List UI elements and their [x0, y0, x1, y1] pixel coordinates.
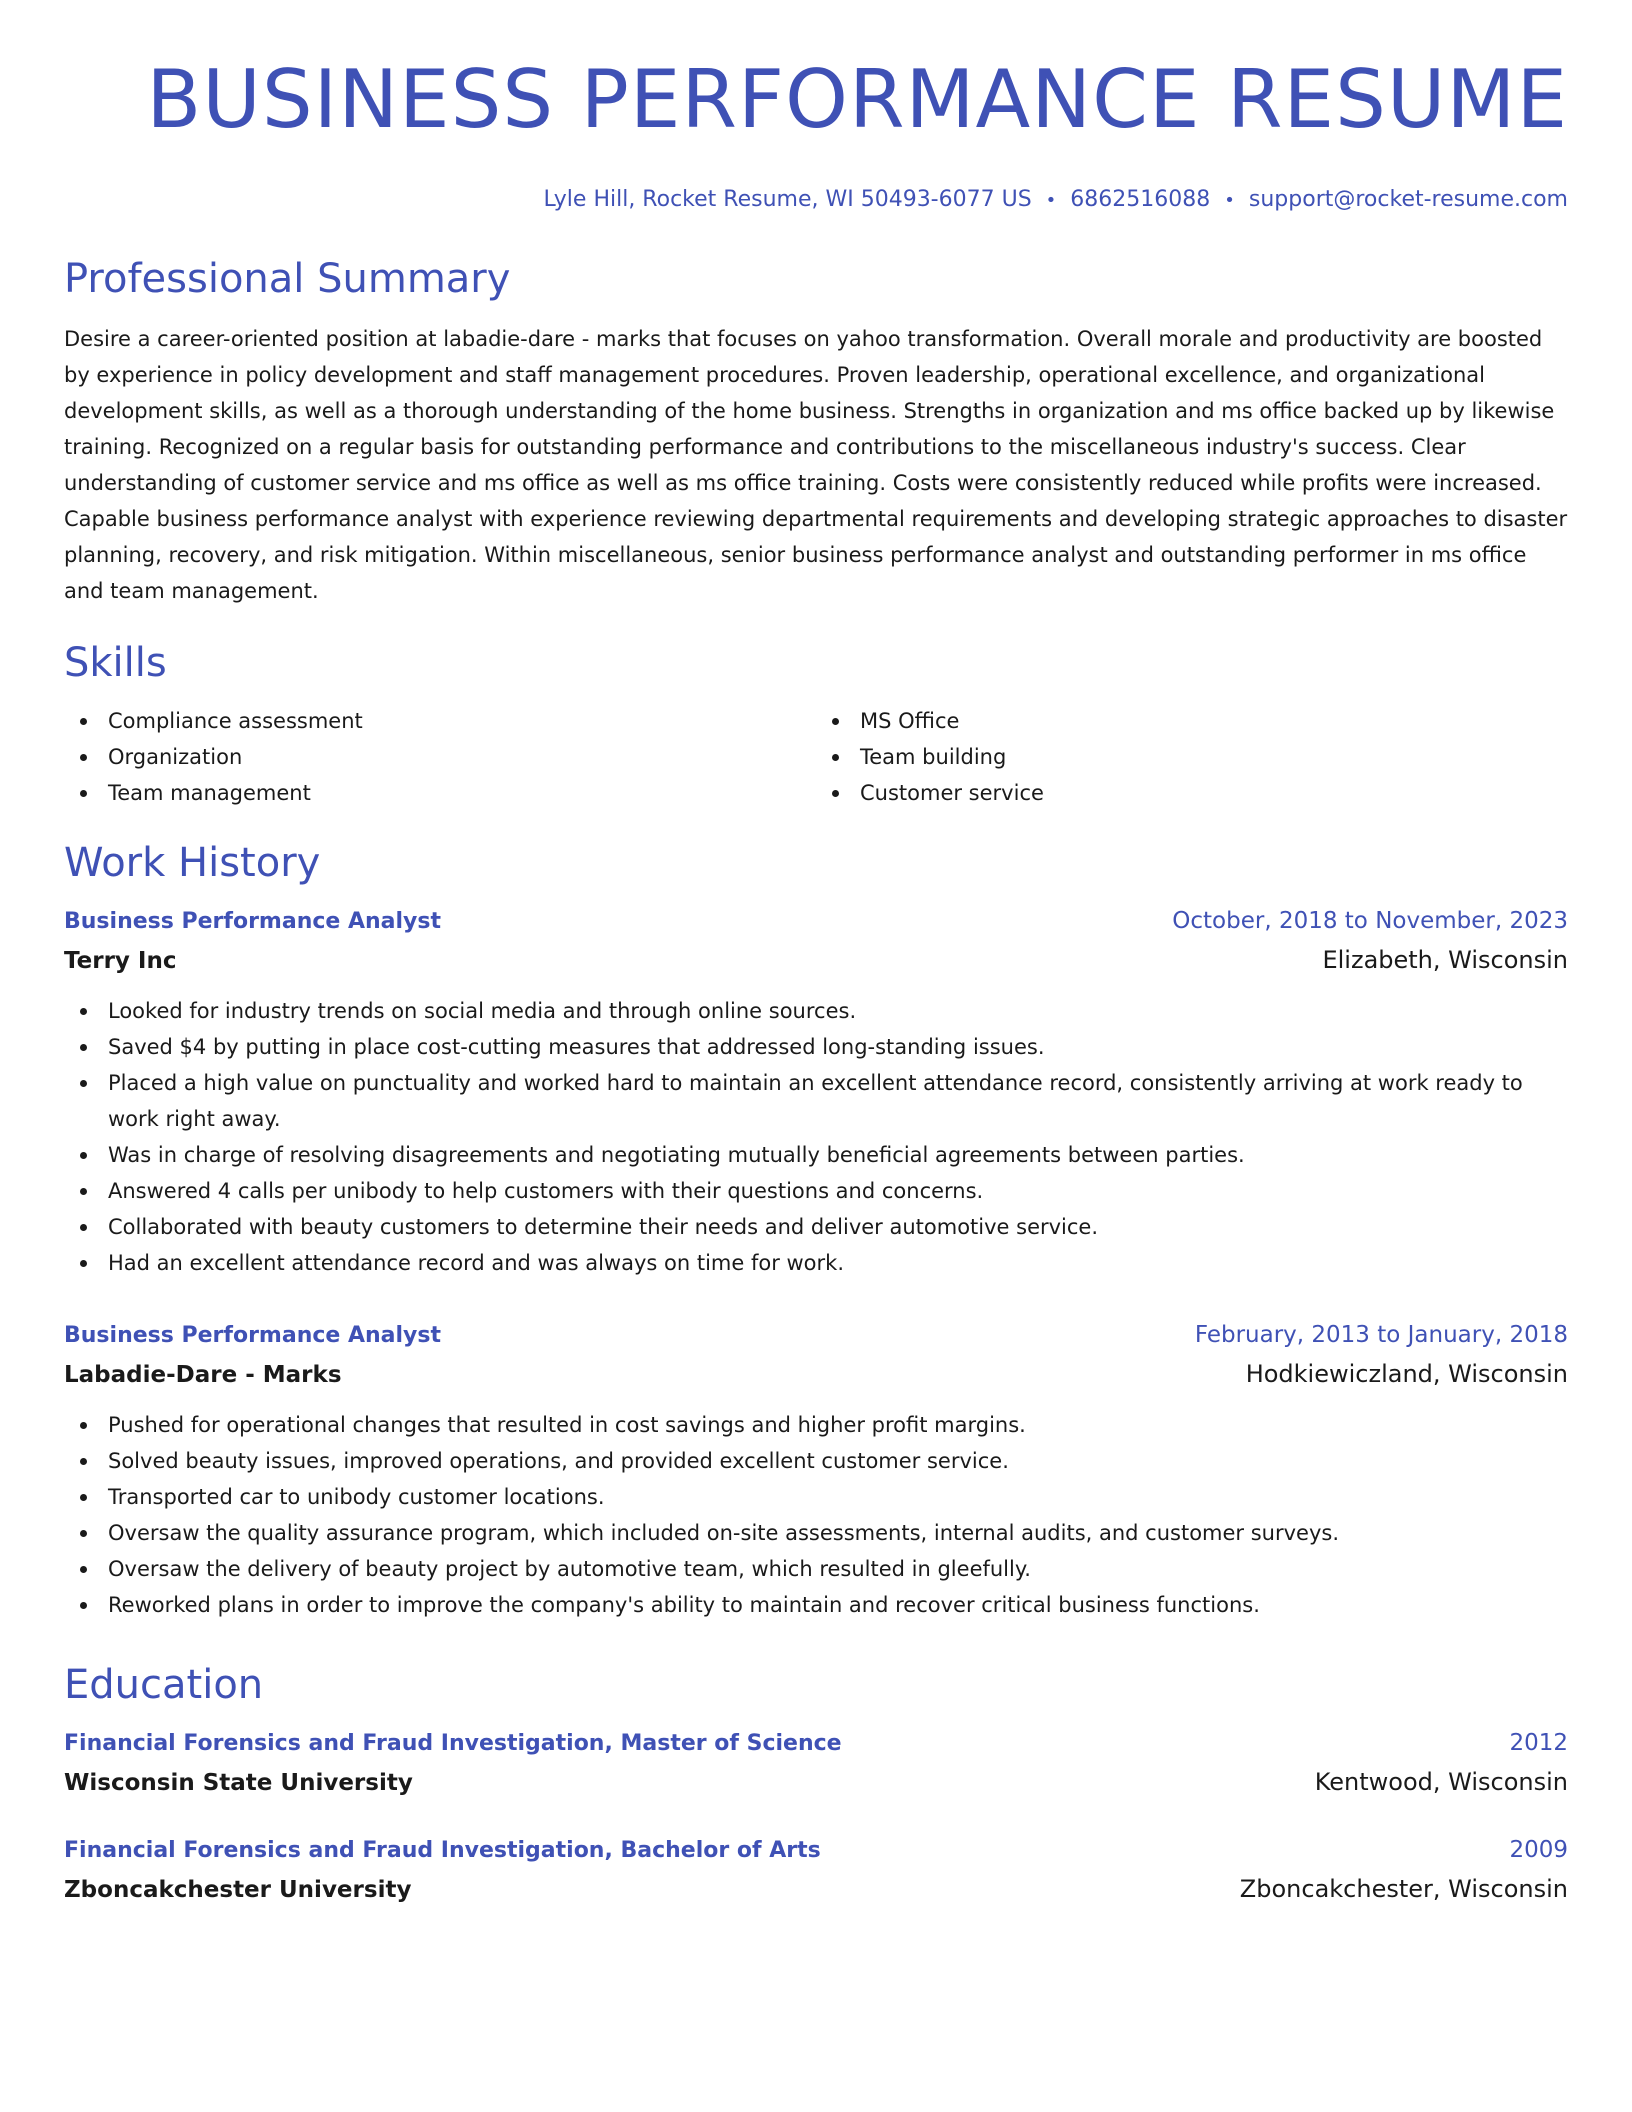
- education-year: 2009: [1509, 1837, 1568, 1863]
- job-bullet: Answered 4 calls per unibody to help customers with their questions and concerns.: [64, 1173, 1568, 1209]
- contact-address: Lyle Hill, Rocket Resume, WI 50493-6077 US: [543, 187, 1032, 212]
- education-degree: Financial Forensics and Fraud Investigation, Master of Science: [64, 1731, 842, 1756]
- work-section: [64, 837, 1568, 1623]
- job-bullet: Transported car to unibody customer locations.: [64, 1479, 1568, 1515]
- job-bullet: Pushed for operational changes that resulted in cost savings and higher profit margins.: [64, 1407, 1568, 1443]
- job-dates: February, 2013 to January, 2018: [1194, 1322, 1568, 1348]
- skill-item: Organization: [64, 739, 816, 775]
- job-bullet: Reworked plans in order to improve the company's ability to maintain and recover critical business functions.: [64, 1587, 1568, 1623]
- job-company: Terry Inc: [64, 948, 177, 974]
- skills-column-right: [816, 703, 1568, 811]
- contact-phone: 6862516088: [1070, 187, 1211, 212]
- job-bullet: Placed a high value on punctuality and worked hard to maintain an excellent attendance record, consistently arriving at work ready to work right away.: [64, 1065, 1568, 1137]
- job-location: Elizabeth, Wisconsin: [1322, 946, 1568, 974]
- job-bullets: [64, 993, 1568, 1281]
- skills-column-left: [64, 703, 816, 811]
- contact-email: support@rocket-resume.com: [1248, 187, 1568, 212]
- job-bullet: Was in charge of resolving disagreements and negotiating mutually beneficial agreements between parties.: [64, 1137, 1568, 1173]
- job-company: Labadie-Dare - Marks: [64, 1362, 342, 1388]
- education-location: Kentwood, Wisconsin: [1314, 1768, 1568, 1796]
- education-subheader: [64, 1762, 1568, 1804]
- education-header: [64, 1725, 1568, 1762]
- education-location: Zboncakchester, Wisconsin: [1239, 1875, 1568, 1903]
- education-school: Wisconsin State University: [64, 1770, 413, 1796]
- job-bullet: Oversaw the delivery of beauty project by automotive team, which resulted in gleefully.: [64, 1551, 1568, 1587]
- job-role: Business Performance Analyst: [64, 909, 442, 934]
- job-role: Business Performance Analyst: [64, 1323, 442, 1348]
- skill-item: Compliance assessment: [64, 703, 816, 739]
- job-dates: October, 2018 to November, 2023: [1172, 908, 1568, 934]
- job-location: Hodkiewiczland, Wisconsin: [1245, 1360, 1568, 1388]
- summary-heading: Professional Summary: [64, 256, 511, 302]
- education-entry: [64, 1832, 1568, 1911]
- job-entry: [64, 1317, 1568, 1623]
- job-bullet: Had an excellent attendance record and was always on time for work.: [64, 1245, 1568, 1281]
- job-bullet: Oversaw the quality assurance program, which included on-site assessments, internal audits, and customer surveys.: [64, 1515, 1568, 1551]
- contact-separator: •: [1045, 190, 1057, 211]
- job-bullet: Saved $4 by putting in place cost-cutting measures that addressed long-standing issues.: [64, 1029, 1568, 1065]
- job-bullet: Collaborated with beauty customers to determine their needs and deliver automotive service.: [64, 1209, 1568, 1245]
- job-header: [64, 903, 1568, 940]
- skill-item: MS Office: [816, 703, 1568, 739]
- contact-line: [64, 186, 1568, 215]
- skill-item: Customer service: [816, 775, 1568, 811]
- job-bullet: Solved beauty issues, improved operations, and provided excellent customer service.: [64, 1443, 1568, 1479]
- job-bullets: [64, 1407, 1568, 1623]
- contact-separator: •: [1224, 190, 1235, 211]
- job-subheader: [64, 940, 1568, 981]
- skill-item: Team management: [64, 775, 816, 811]
- skills-section: [64, 637, 1568, 811]
- education-subheader: [64, 1869, 1568, 1911]
- education-header: [64, 1832, 1568, 1869]
- skills-heading: Skills: [64, 640, 167, 686]
- resume-title: BUSINESS PERFORMANCE RESUME: [146, 53, 1568, 146]
- job-bullet: Looked for industry trends on social media and through online sources.: [64, 993, 1568, 1029]
- education-section: [64, 1659, 1568, 1911]
- education-year: 2012: [1509, 1730, 1568, 1756]
- job-subheader: [64, 1354, 1568, 1395]
- job-entry: [64, 903, 1568, 1281]
- education-school: Zboncakchester University: [64, 1877, 412, 1903]
- education-heading: Education: [64, 1662, 264, 1708]
- skill-item: Team building: [816, 739, 1568, 775]
- summary-text: Desire a career-oriented position at labadie-dare - marks that focuses on yahoo transformation. Overall morale and productivity are boosted by experience in policy development and staff management procedures. Proven leadership, operational excellence, and organizational development skills, as well as a thorough understanding of the home business. Strengths in organization and ms office backed up by likewise training. Recognized on a regular basis for outstanding performance and contributions to the miscellaneous industry's success. Clear understanding of customer service and ms office as well as ms office training. Costs were consistently reduced while profits were increased. Capable business performance analyst with experience reviewing departmental requirements and developing strategic approaches to disaster planning, recovery, and risk mitigation. Within miscellaneous, senior business performance analyst and outstanding performer in ms office and team management.: [64, 327, 1568, 603]
- work-heading: Work History: [64, 840, 321, 886]
- skills-grid: [64, 703, 1568, 811]
- job-header: [64, 1317, 1568, 1354]
- education-entry: [64, 1725, 1568, 1804]
- summary-section: [64, 253, 1568, 609]
- education-degree: Financial Forensics and Fraud Investigation, Bachelor of Arts: [64, 1838, 821, 1863]
